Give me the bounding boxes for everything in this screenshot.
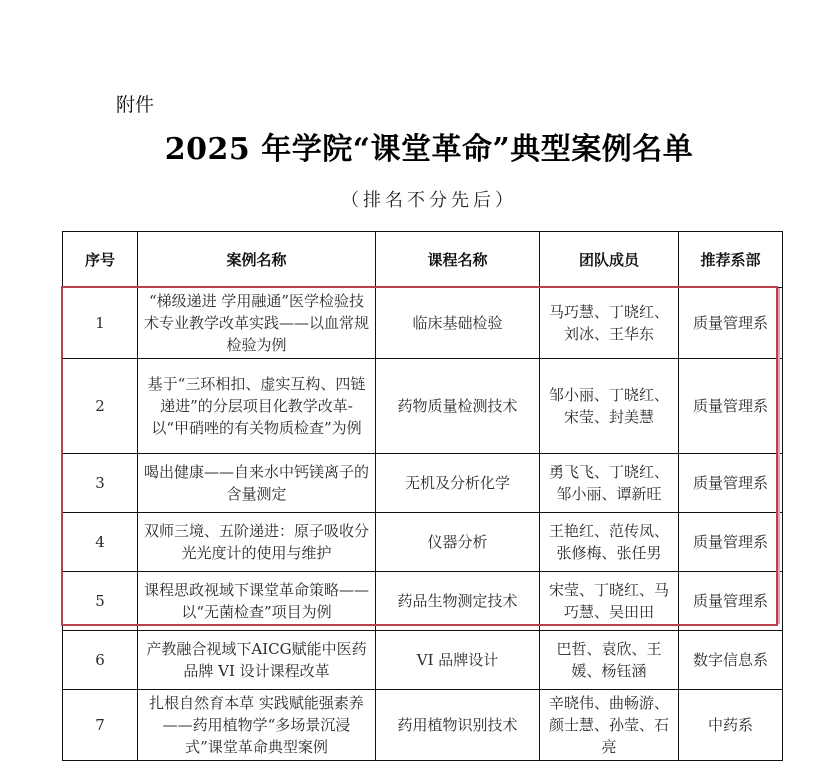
header-department: 推荐系部 <box>679 232 783 288</box>
cell-members: 邹小丽、丁晓红、宋莹、封美慧 <box>540 359 679 454</box>
table-row <box>63 513 783 572</box>
cell-course-name: VI 品牌设计 <box>376 631 540 690</box>
table-row <box>63 572 783 631</box>
table-row <box>63 454 783 513</box>
table-row <box>63 690 783 761</box>
cell-case-name: 产教融合视域下AICG赋能中医药品牌 VI 设计课程改革 <box>138 631 376 690</box>
cell-members: 王艳红、范传凤、张修梅、张任男 <box>540 513 679 572</box>
table-row <box>63 631 783 690</box>
header-members: 团队成员 <box>540 232 679 288</box>
cell-no: 3 <box>63 454 138 513</box>
case-list-table-container <box>62 231 782 761</box>
cell-course-name: 仪器分析 <box>376 513 540 572</box>
cell-members: 宋莹、丁晓红、马巧慧、吴田田 <box>540 572 679 631</box>
cell-no: 2 <box>63 359 138 454</box>
case-list-table <box>62 231 783 761</box>
cell-department: 中药系 <box>679 690 783 761</box>
cell-department: 质量管理系 <box>679 454 783 513</box>
cell-case-name: 基于“三环相扣、虚实互构、四链递进”的分层项目化教学改革-以“甲硝唑的有关物质检查”为例 <box>138 359 376 454</box>
cell-no: 4 <box>63 513 138 572</box>
cell-case-name: 课程思政视域下课堂革命策略——以“无菌检查”项目为例 <box>138 572 376 631</box>
cell-members: 巴哲、袁欣、王媛、杨钰涵 <box>540 631 679 690</box>
table-header-row <box>63 232 783 288</box>
attachment-label: 附件 <box>116 94 155 116</box>
cell-members: 勇飞飞、丁晓红、邹小丽、谭新旺 <box>540 454 679 513</box>
cell-no: 6 <box>63 631 138 690</box>
cell-course-name: 药物质量检测技术 <box>376 359 540 454</box>
cell-no: 1 <box>63 288 138 359</box>
cell-course-name: 药用植物识别技术 <box>376 690 540 761</box>
cell-course-name: 临床基础检验 <box>376 288 540 359</box>
page-title: 2025 年学院“课堂革命”典型案例名单 <box>164 132 694 167</box>
cell-course-name: 无机及分析化学 <box>376 454 540 513</box>
page-subtitle: （排名不分先后） <box>341 190 517 211</box>
cell-department: 质量管理系 <box>679 288 783 359</box>
cell-department: 数字信息系 <box>679 631 783 690</box>
cell-case-name: 双师三境、五阶递进：原子吸收分光光度计的使用与维护 <box>138 513 376 572</box>
cell-members: 辛晓伟、曲畅游、颜士慧、孙莹、石亮 <box>540 690 679 761</box>
cell-course-name: 药品生物测定技术 <box>376 572 540 631</box>
cell-department: 质量管理系 <box>679 513 783 572</box>
header-course-name: 课程名称 <box>376 232 540 288</box>
table-row <box>63 359 783 454</box>
header-case-name: 案例名称 <box>138 232 376 288</box>
cell-department: 质量管理系 <box>679 572 783 631</box>
cell-department: 质量管理系 <box>679 359 783 454</box>
cell-no: 7 <box>63 690 138 761</box>
table-row <box>63 288 783 359</box>
header-no: 序号 <box>63 232 138 288</box>
cell-case-name: “梯级递进 学用融通”医学检验技术专业教学改革实践——以血常规检验为例 <box>138 288 376 359</box>
cell-case-name: 扎根自然育本草 实践赋能强素养——药用植物学“多场景沉浸式”课堂革命典型案例 <box>138 690 376 761</box>
cell-no: 5 <box>63 572 138 631</box>
cell-case-name: 喝出健康——自来水中钙镁离子的含量测定 <box>138 454 376 513</box>
cell-members: 马巧慧、丁晓红、刘冰、王华东 <box>540 288 679 359</box>
